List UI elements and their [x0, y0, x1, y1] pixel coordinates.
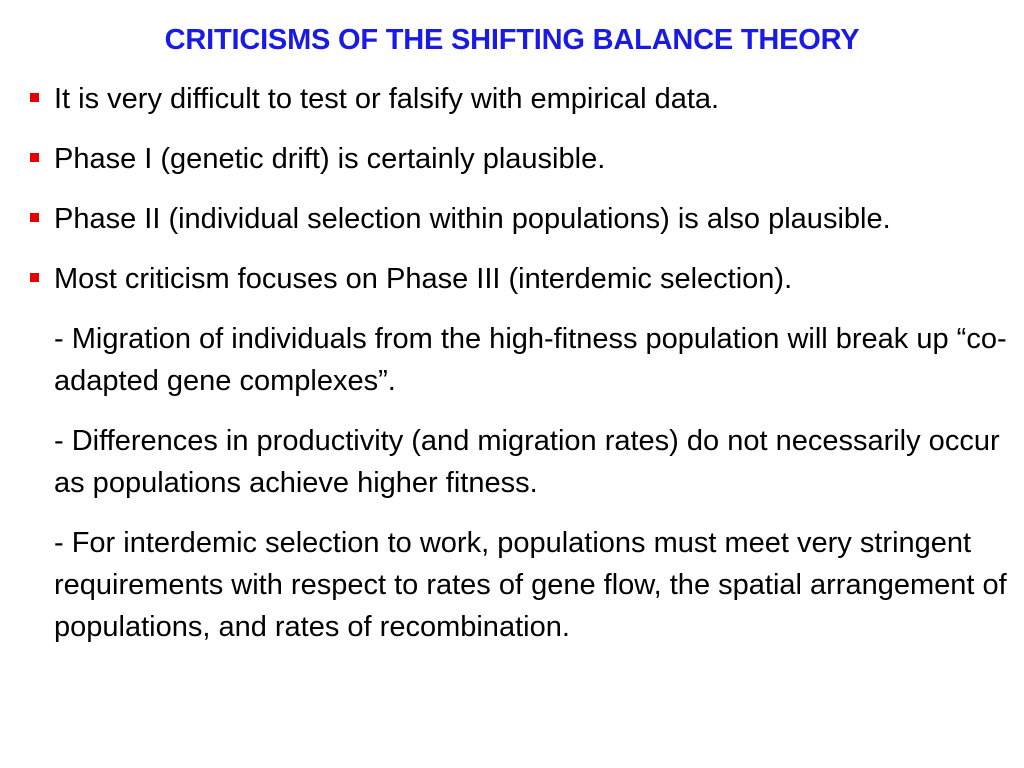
slide-body — [28, 78, 1008, 666]
bullet-text: Phase I (genetic drift) is certainly plausible. — [54, 143, 606, 175]
square-bullet-icon — [30, 273, 39, 282]
sub-point: - Differences in productivity (and migration rates) do not necessarily occur as populations achieve higher fitness. — [54, 425, 1000, 499]
square-bullet-icon — [30, 93, 39, 102]
bullet-item — [28, 138, 1008, 180]
square-bullet-icon — [30, 153, 39, 162]
square-bullet-icon — [30, 213, 39, 222]
bullet-item — [28, 258, 1008, 300]
bullet-text: Phase II (individual selection within populations) is also plausible. — [54, 203, 891, 235]
bullet-text: It is very difficult to test or falsify with empirical data. — [54, 83, 720, 115]
sub-point: - For interdemic selection to work, populations must meet very stringent requirements with respect to rates of gene flow, the spatial arrangement of populations, and rates of recombination. — [54, 527, 1007, 643]
sub-point: - Migration of individuals from the high-fitness population will break up “co-adapted gene complexes”. — [54, 323, 1007, 397]
slide-title: CRITICISMS OF THE SHIFTING BALANCE THEORY — [164, 24, 860, 56]
bullet-item — [28, 78, 1008, 120]
bullet-item — [28, 198, 1008, 240]
bullet-text: Most criticism focuses on Phase III (interdemic selection). — [54, 263, 793, 295]
